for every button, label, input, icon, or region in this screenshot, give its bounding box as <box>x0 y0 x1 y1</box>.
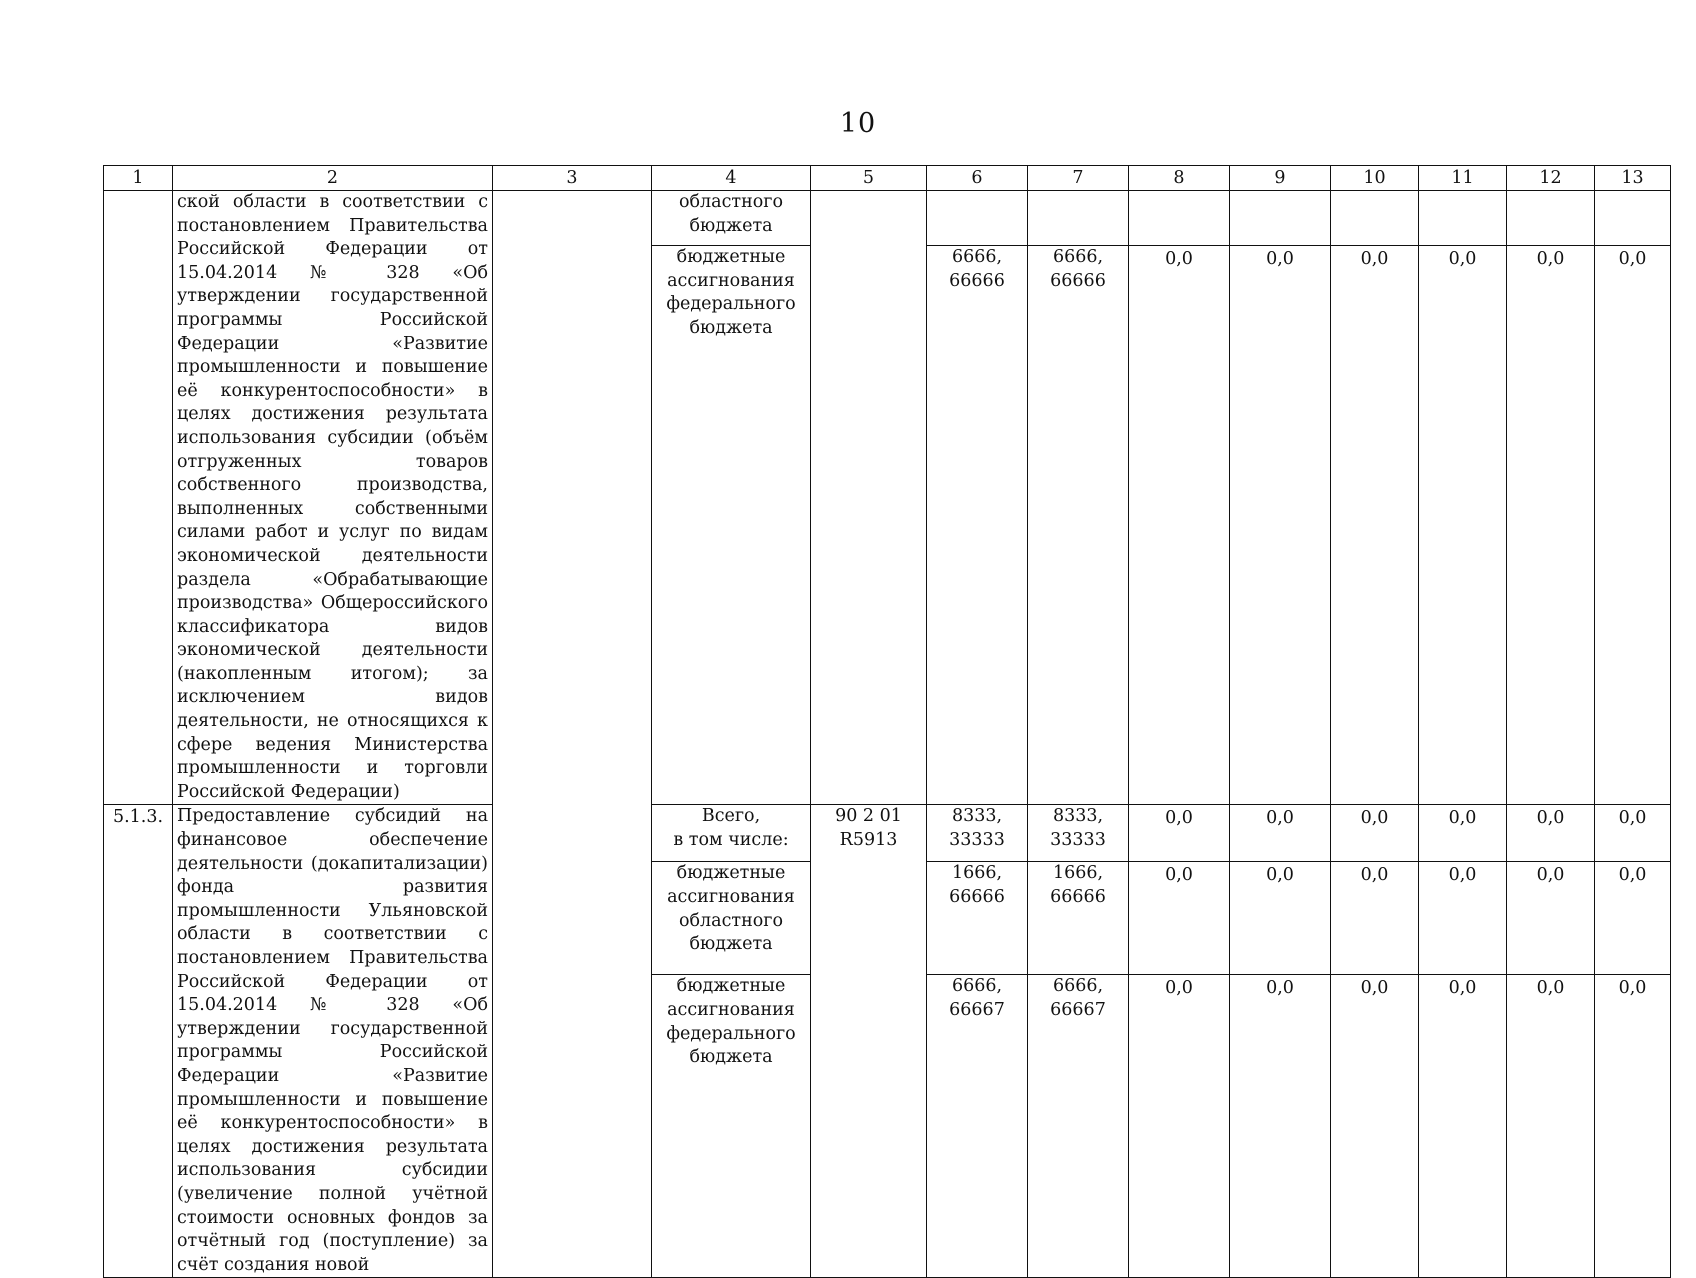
item-federal-col7: 6666, 66667 <box>1028 975 1129 1278</box>
col-header-9: 9 <box>1230 166 1331 191</box>
budget-table <box>103 165 1671 1278</box>
item-regional-col8: 0,0 <box>1129 862 1230 975</box>
continued-federal-col11: 0,0 <box>1419 246 1507 805</box>
continued-federal-col6: 6666, 66666 <box>927 246 1028 805</box>
col-header-5: 5 <box>811 166 927 191</box>
item-regional-col12: 0,0 <box>1507 862 1595 975</box>
item-federal-col13: 0,0 <box>1595 975 1671 1278</box>
continued-federal-col7: 6666, 66666 <box>1028 246 1129 805</box>
item-number: 5.1.3. <box>104 805 173 1278</box>
column-number-row <box>104 166 1671 191</box>
item-total-col13: 0,0 <box>1595 805 1671 862</box>
continued-federal-col13: 0,0 <box>1595 246 1671 805</box>
continued-federal-col9: 0,0 <box>1230 246 1331 805</box>
col-header-7: 7 <box>1028 166 1129 191</box>
col-header-2: 2 <box>173 166 493 191</box>
item-federal-col9: 0,0 <box>1230 975 1331 1278</box>
item-regional-col10: 0,0 <box>1331 862 1419 975</box>
col-header-1: 1 <box>104 166 173 191</box>
item-regional-col9: 0,0 <box>1230 862 1331 975</box>
col-header-8: 8 <box>1129 166 1230 191</box>
item-regional-col7: 1666, 66666 <box>1028 862 1129 975</box>
item-federal-col6: 6666, 66667 <box>927 975 1028 1278</box>
col-header-4: 4 <box>652 166 811 191</box>
item-federal-col11: 0,0 <box>1419 975 1507 1278</box>
col-header-13: 13 <box>1595 166 1671 191</box>
item-total-row <box>104 805 1671 862</box>
item-total-col10: 0,0 <box>1331 805 1419 862</box>
executor-cell <box>493 191 652 1278</box>
item-code: 90 2 01 R5913 <box>811 805 927 1278</box>
continued-source-federal: бюджетные ассигнования федерального бюджета <box>652 246 811 805</box>
item-total-col11: 0,0 <box>1419 805 1507 862</box>
item-description: Предоставление субсидий на финансовое обеспечение деятельности (докапитализации) фонда развития промышленности Ульяновской области в соответствии с постановлением Правительства Российской Федерации от 15.04.2014 № 328 «Об утверждении государственной программы Российской Федерации «Развитие промышленности и повышение её конкурентоспособности» в целях достижения результата использования субсидии (увеличение полной учётной стоимости основных фондов за отчётный год (поступление) за счёт создания новой <box>173 805 493 1278</box>
col-header-12: 12 <box>1507 166 1595 191</box>
continued-federal-col10: 0,0 <box>1331 246 1419 805</box>
continued-number-cell <box>104 191 173 805</box>
item-total-col9: 0,0 <box>1230 805 1331 862</box>
continued-source-regional: областного бюджета <box>652 191 811 246</box>
item-total-col6: 8333, 33333 <box>927 805 1028 862</box>
item-regional-col13: 0,0 <box>1595 862 1671 975</box>
item-total-col8: 0,0 <box>1129 805 1230 862</box>
item-total-col7: 8333, 33333 <box>1028 805 1129 862</box>
item-total-col12: 0,0 <box>1507 805 1595 862</box>
continued-description: ской области в соответствии с постановлением Правительства Российской Федерации от 15.04.2014 № 328 «Об утверждении государственной программы Российской Федерации «Развитие промышленности и повышение её конкурентоспособности» в целях достижения результата использования субсидии (объём отгруженных товаров собственного производства, выполненных собственными силами работ и услуг по видам экономической деятельности раздела «Обрабатывающие производства» Общероссийского классификатора видов экономической деятельности (накопленным итогом); за исключением видов деятельности, не относящихся к сфере ведения Министерства промышленности и торговли Российской Федерации) <box>173 191 493 805</box>
continued-federal-col8: 0,0 <box>1129 246 1230 805</box>
continued-federal-col12: 0,0 <box>1507 246 1595 805</box>
item-source-total: Всего, в том числе: <box>652 805 811 862</box>
item-regional-col6: 1666, 66666 <box>927 862 1028 975</box>
item-federal-col12: 0,0 <box>1507 975 1595 1278</box>
continued-code-cell <box>811 191 927 805</box>
item-source-federal: бюджетные ассигнования федерального бюджета <box>652 975 811 1278</box>
col-header-3: 3 <box>493 166 652 191</box>
continued-regional-row <box>104 191 1671 246</box>
item-source-regional: бюджетные ассигнования областного бюджета <box>652 862 811 975</box>
item-regional-col11: 0,0 <box>1419 862 1507 975</box>
page-number: 10 <box>839 108 877 139</box>
col-header-11: 11 <box>1419 166 1507 191</box>
col-header-10: 10 <box>1331 166 1419 191</box>
col-header-6: 6 <box>927 166 1028 191</box>
item-federal-col10: 0,0 <box>1331 975 1419 1278</box>
item-federal-col8: 0,0 <box>1129 975 1230 1278</box>
